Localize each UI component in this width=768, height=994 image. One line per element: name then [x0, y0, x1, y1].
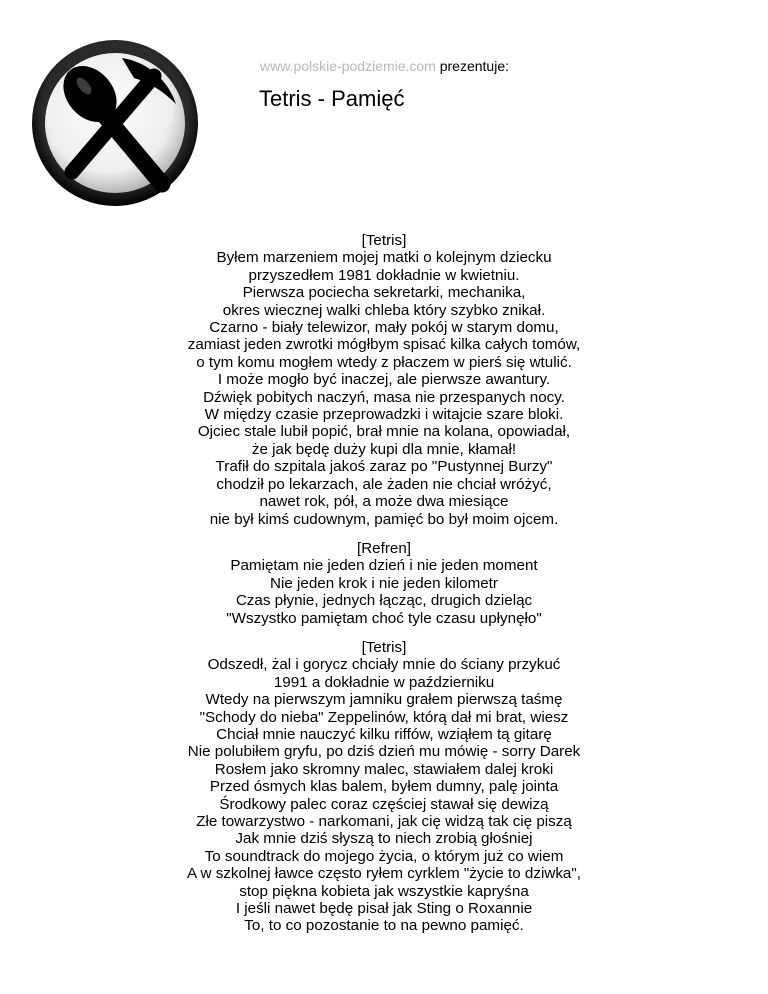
lyric-line: I może mogło być inaczej, ale pierwsze awantury.: [217, 371, 551, 389]
stanza-verse-2: [90, 639, 678, 935]
lyric-line: Nie polubiłem gryfu, po dziś dzień mu mówię - sorry Darek: [187, 743, 581, 761]
song-title: Tetris - Pamięć: [259, 86, 405, 111]
lyric-line: że jak będę duży kupi dla mnie, kłamał!: [251, 440, 517, 458]
lyric-line: stop piękna kobieta jak wszystkie kapryśna: [239, 882, 529, 900]
lyric-line: o tym komu mogłem wtedy z płaczem w pierś się wtulić.: [196, 353, 572, 371]
lyric-line: Pamiętam nie jeden dzień i nie jeden moment: [230, 557, 538, 575]
lyric-line: Przed ósmych klas balem, byłem dumny, palę jointa: [209, 778, 559, 796]
lyric-line: Pierwsza pociecha sekretarki, mechanika,: [242, 284, 526, 302]
lyric-line: Rosłem jako skromny malec, stawiałem dalej kroki: [214, 760, 554, 778]
lyric-line: 1991 a dokładnie w październiku: [273, 673, 495, 691]
lyric-line: [Tetris]: [361, 232, 407, 249]
stanza-verse-1: [90, 232, 678, 528]
lyric-line: [Refren]: [356, 539, 412, 557]
lyric-line: przyszedłem 1981 dokładnie w kwietniu.: [248, 266, 520, 284]
lyric-line: Dźwięk pobitych naczyń, masa nie przespanych nocy.: [203, 388, 565, 406]
header-line: [260, 58, 509, 74]
lyric-line: okres wiecznej walki chleba który szybko znikał.: [222, 301, 546, 319]
lyric-line: Czas płynie, jednych łącząc, drugich dzieląc: [235, 592, 533, 610]
lyric-line: W między czasie przeprowadzki i witajcie szare bloki.: [204, 406, 564, 424]
lyric-line: Nie jeden krok i nie jeden kilometr: [270, 574, 498, 592]
lyric-line: zamiast jeden zwrotki mógłbym spisać kilka całych tomów,: [187, 336, 581, 354]
lyric-line: To soundtrack do mojego życia, o którym już co wiem: [204, 847, 564, 865]
lyric-line: Ojciec stale lubił popić, brał mnie na kolana, opowiadał,: [197, 423, 571, 441]
lyrics: [90, 232, 678, 947]
lyric-line: Czarno - biały telewizor, mały pokój w starym domu,: [209, 319, 559, 337]
lyric-line: Byłem marzeniem mojej matki o kolejnym dziecku: [216, 249, 552, 267]
site-url-link[interactable]: www.polskie-podziemie.com: [260, 58, 436, 74]
lyric-line: nawet rok, pół, a może dwa miesiące: [259, 493, 509, 511]
lyric-line: To, to co pozostanie to na pewno pamięć.: [244, 917, 524, 935]
lyric-line: Trafił do szpitala jakoś zaraz po "Pustynnej Burzy": [215, 458, 553, 476]
lyric-line: nie był kimś cudownym, pamięć bo był moim ojcem.: [209, 510, 559, 528]
lyric-line: Wtedy na pierwszym jamniku grałem pierwszą taśmę: [205, 691, 563, 709]
lyric-line: Złe towarzystwo - narkomani, jak cię widzą tak cię piszą: [196, 813, 572, 830]
lyric-line: chodził po lekarzach, ale żaden nie chciał wróżyć,: [216, 475, 552, 493]
lyric-line: Odszedł, żal i gorycz chciały mnie do ściany przykuć: [207, 656, 561, 674]
stanza-chorus: [90, 540, 678, 627]
lyric-line: I jeśli nawet będę pisał jak Sting o Roxannie: [235, 900, 533, 918]
lyric-line: "Schody do nieba" Zeppelinów, którą dał mi brat, wiesz: [199, 708, 569, 726]
lyric-line: A w szkolnej ławce często ryłem cyrklem "życie to dziwka",: [187, 865, 581, 883]
lyric-line: Jak mnie dziś słyszą to niech zrobią głośniej: [235, 830, 533, 848]
lyric-line: Środkowy palec coraz częściej stawał się dewizą: [219, 795, 549, 813]
logo: [30, 38, 200, 208]
lyric-line: Chciał mnie nauczyć kilku riffów, wziąłem tą gitarę: [216, 725, 552, 743]
crossed-microphone-pickaxe-logo-icon: [30, 38, 200, 208]
lyric-line: [Tetris]: [361, 638, 407, 656]
lyric-line: "Wszystko pamiętam choć tyle czasu upłynęło": [226, 609, 542, 627]
presents-label: prezentuje:: [439, 58, 510, 74]
